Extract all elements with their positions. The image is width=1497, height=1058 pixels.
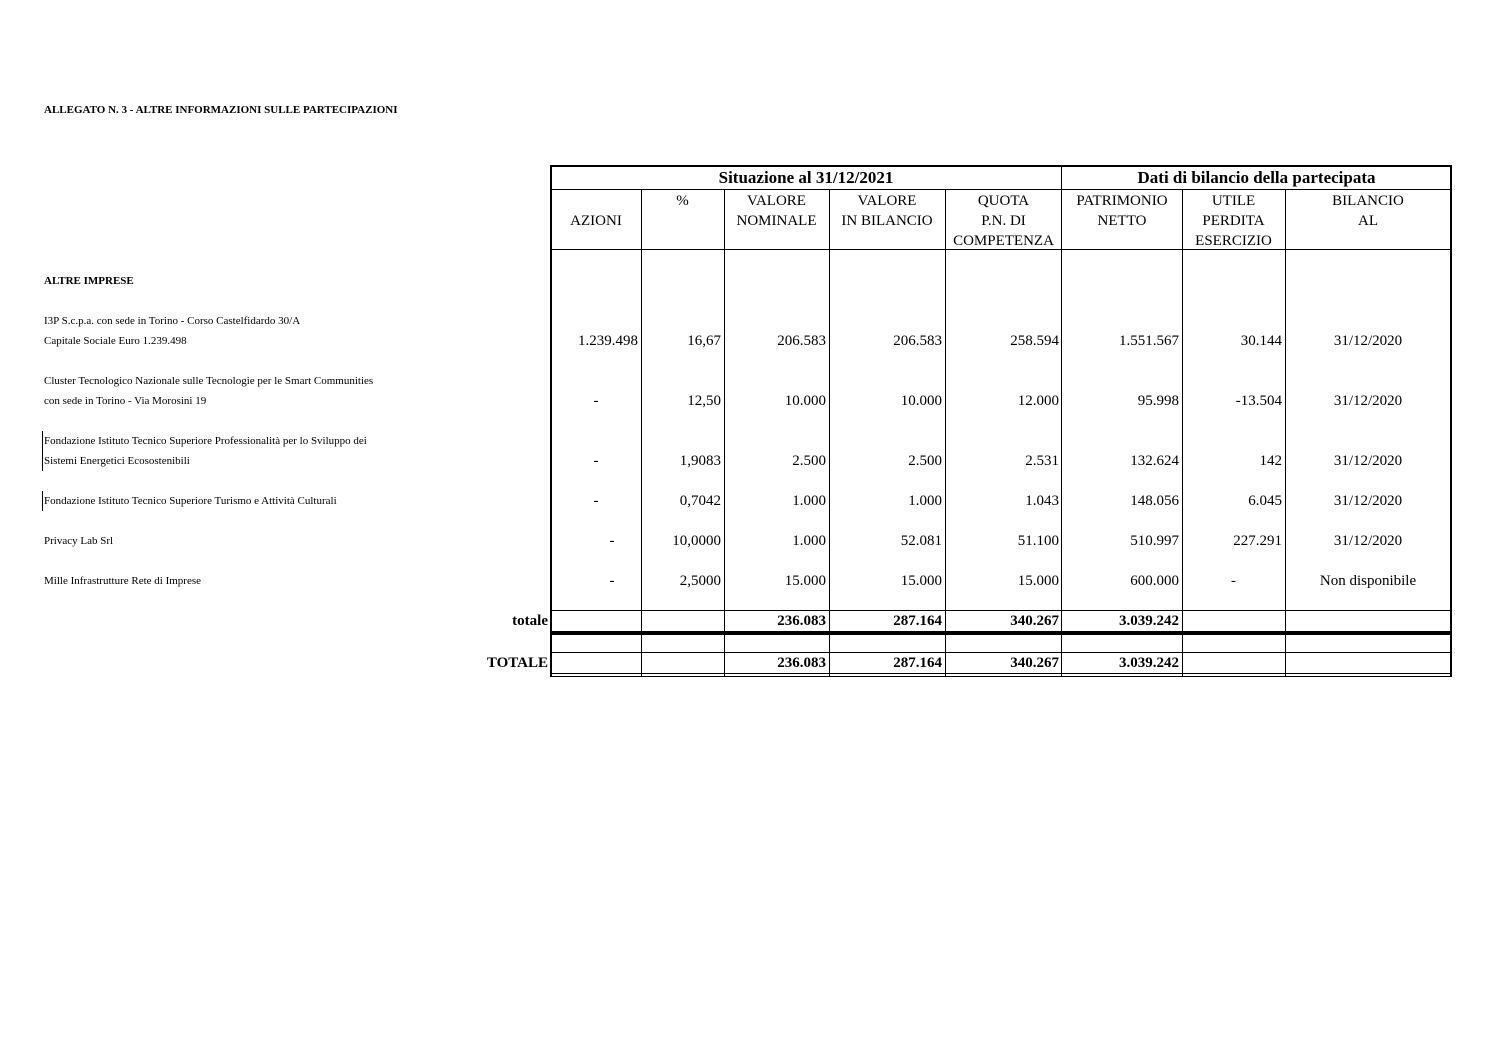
column-header-valore_bilancio-line-1: IN BILANCIO: [841, 213, 933, 229]
cell-utile-row-5: -: [1231, 573, 1236, 589]
cell-perc-row-3: 0,7042: [679, 493, 721, 509]
cell-valore_bilancio-row-0: 206.583: [893, 333, 942, 349]
table-col-divider-3: [945, 189, 946, 677]
page-title: ALLEGATO N. 3 - ALTRE INFORMAZIONI SULLE PARTECIPAZIONI: [44, 104, 398, 116]
grand-total-valore_bilancio: 287.164: [893, 655, 942, 671]
column-header-utile-line-2: ESERCIZIO: [1195, 233, 1272, 249]
cell-perc-row-4: 10,0000: [672, 533, 721, 549]
cell-perc-row-2: 1,9083: [679, 453, 721, 469]
cell-quota_pn-row-0: 258.594: [1010, 333, 1059, 349]
cell-quota_pn-row-5: 15.000: [1017, 573, 1059, 589]
company-name-1-line-0: Cluster Tecnologico Nazionale sulle Tecnologie per le Smart Communities: [44, 375, 374, 387]
cell-quota_pn-row-1: 12.000: [1017, 393, 1059, 409]
column-header-valore_bilancio-line-0: VALORE: [857, 193, 917, 209]
cell-valore_nominale-row-1: 10.000: [784, 393, 826, 409]
cell-valore_nominale-row-4: 1.000: [792, 533, 826, 549]
table-col-divider-1: [724, 189, 725, 677]
subtotal-label: totale: [512, 613, 548, 629]
cell-patrimonio-row-3: 148.056: [1130, 493, 1179, 509]
cell-bilancio_al-row-0: 31/12/2020: [1333, 333, 1403, 349]
table-border-left: [550, 165, 552, 677]
cell-patrimonio-row-0: 1.551.567: [1119, 333, 1179, 349]
cell-valore_bilancio-row-1: 10.000: [900, 393, 942, 409]
company-name-0-line-0: I3P S.c.p.a. con sede in Torino - Corso Castelfidardo 30/A: [44, 315, 301, 327]
cell-utile-row-2: 142: [1259, 453, 1282, 469]
cell-bilancio_al-row-1: 31/12/2020: [1333, 393, 1403, 409]
column-header-bilancio_al-line-0: BILANCIO: [1332, 193, 1404, 209]
grand-total-quota_pn: 340.267: [1010, 655, 1059, 671]
company-name-2-line-0: Fondazione Istituto Tecnico Superiore Professionalità per lo Sviluppo dei: [42, 431, 367, 451]
cell-quota_pn-row-2: 2.531: [1025, 453, 1059, 469]
table-border-right: [1450, 165, 1452, 677]
table-col-divider-5: [1285, 189, 1286, 677]
grand-total-patrimonio: 3.039.242: [1119, 655, 1179, 671]
column-header-bilancio_al-line-1: AL: [1358, 213, 1378, 229]
column-header-perc-line-0: %: [676, 193, 689, 209]
column-header-patrimonio-line-0: PATRIMONIO: [1076, 193, 1168, 209]
grand-total-label: TOTALE: [486, 655, 548, 671]
cell-perc-row-1: 12,50: [687, 393, 721, 409]
subtotal-valore_nominale: 236.083: [777, 613, 826, 629]
cell-bilancio_al-row-3: 31/12/2020: [1333, 493, 1403, 509]
column-header-valore_nominale-line-1: NOMINALE: [736, 213, 817, 229]
column-header-valore_nominale-line-0: VALORE: [747, 193, 806, 209]
cell-perc-row-5: 2,5000: [679, 573, 721, 589]
cell-valore_nominale-row-2: 2.500: [792, 453, 826, 469]
table-hline-4: [551, 631, 1451, 635]
cell-azioni-row-4: -: [609, 533, 615, 549]
cell-utile-row-4: 227.291: [1233, 533, 1282, 549]
company-name-1-line-1: con sede in Torino - Via Morosini 19: [44, 395, 207, 407]
table-hline-7: [551, 676, 1451, 677]
cell-valore_nominale-row-5: 15.000: [784, 573, 826, 589]
cell-azioni-row-2: -: [593, 453, 599, 469]
cell-utile-row-0: 30.144: [1240, 333, 1282, 349]
column-header-utile-line-1: PERDITA: [1202, 213, 1265, 229]
table-col-divider-4: [1182, 189, 1183, 677]
cell-valore_nominale-row-0: 206.583: [777, 333, 826, 349]
subtotal-valore_bilancio: 287.164: [893, 613, 942, 629]
cell-bilancio_al-row-2: 31/12/2020: [1333, 453, 1403, 469]
cell-utile-row-3: 6.045: [1248, 493, 1282, 509]
cell-azioni-row-3: -: [593, 493, 599, 509]
cell-valore_bilancio-row-5: 15.000: [900, 573, 942, 589]
group-header-dati: Dati di bilancio della partecipata: [1137, 168, 1376, 187]
cell-bilancio_al-row-5: Non disponibile: [1319, 573, 1417, 589]
cell-azioni-row-1: -: [593, 393, 599, 409]
company-name-5-line-0: Mille Infrastrutture Rete di Imprese: [44, 575, 202, 587]
cell-azioni-row-0: 1.239.498: [578, 333, 638, 349]
grand-total-valore_nominale: 236.083: [777, 655, 826, 671]
cell-bilancio_al-row-4: 31/12/2020: [1333, 533, 1403, 549]
column-header-quota_pn-line-1: P.N. DI: [981, 213, 1026, 229]
company-name-2-line-1: Sistemi Energetici Ecosostenibili: [42, 451, 190, 471]
table-col-divider-2: [829, 189, 830, 677]
cell-utile-row-1: -13.504: [1235, 393, 1282, 409]
company-name-3-line-0: Fondazione Istituto Tecnico Superiore Turismo e Attività Culturali: [42, 491, 337, 511]
company-name-0-line-1: Capitale Sociale Euro 1.239.498: [44, 335, 187, 347]
cell-perc-row-0: 16,67: [687, 333, 721, 349]
company-name-4-line-0: Privacy Lab Srl: [44, 535, 114, 547]
subtotal-patrimonio: 3.039.242: [1119, 613, 1179, 629]
cell-valore_bilancio-row-4: 52.081: [900, 533, 942, 549]
column-header-azioni-line-1: AZIONI: [570, 213, 622, 229]
cell-patrimonio-row-5: 600.000: [1130, 573, 1179, 589]
cell-patrimonio-row-4: 510.997: [1130, 533, 1179, 549]
group-header-situazione: Situazione al 31/12/2021: [718, 168, 894, 187]
column-header-quota_pn-line-0: QUOTA: [977, 193, 1030, 209]
cell-valore_nominale-row-3: 1.000: [792, 493, 826, 509]
column-header-patrimonio-line-1: NETTO: [1097, 213, 1147, 229]
column-header-utile-line-0: UTILE: [1211, 193, 1256, 209]
subtotal-quota_pn: 340.267: [1010, 613, 1059, 629]
cell-patrimonio-row-1: 95.998: [1137, 393, 1179, 409]
cell-valore_bilancio-row-3: 1.000: [908, 493, 942, 509]
cell-patrimonio-row-2: 132.624: [1130, 453, 1179, 469]
cell-azioni-row-5: -: [609, 573, 615, 589]
table-hline-6: [551, 673, 1451, 674]
cell-quota_pn-row-4: 51.100: [1017, 533, 1059, 549]
column-header-quota_pn-line-2: COMPETENZA: [953, 233, 1054, 249]
section-label: ALTRE IMPRESE: [44, 275, 134, 287]
cell-quota_pn-row-3: 1.043: [1025, 493, 1059, 509]
cell-valore_bilancio-row-2: 2.500: [908, 453, 942, 469]
table-col-divider-0: [641, 189, 642, 677]
